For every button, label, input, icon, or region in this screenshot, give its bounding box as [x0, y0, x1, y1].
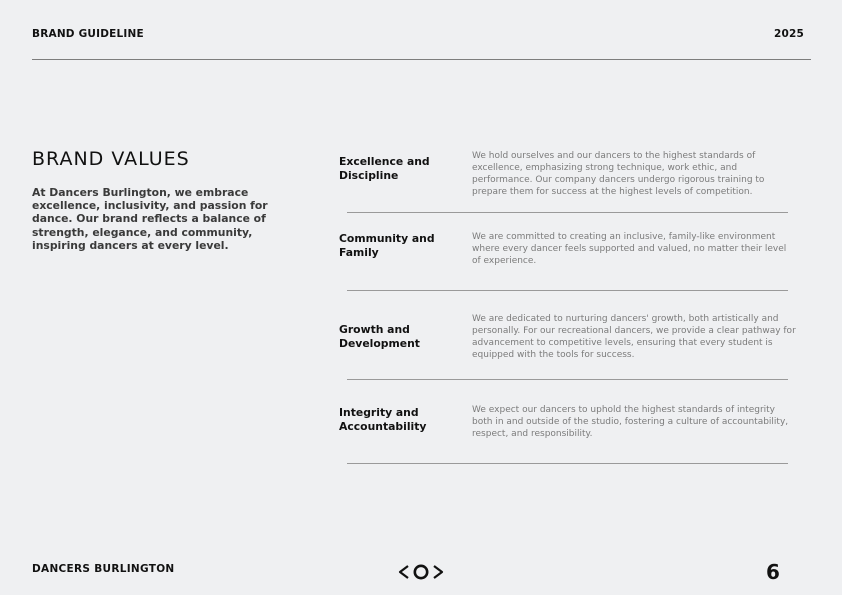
value-divider	[347, 212, 788, 213]
value-divider	[347, 379, 788, 380]
dancers-burlington-logo-icon	[397, 562, 445, 582]
section-intro: At Dancers Burlington, we embrace excellence, inclusivity, and passion for dance. Our brand reflects a balance of strength, elegance, and community, inspiring dancers at every level.	[32, 186, 268, 252]
footer-brand-name: DANCERS BURLINGTON	[32, 563, 175, 575]
header-year: 2025	[773, 28, 804, 40]
value-title-excellence: Excellence and Discipline	[339, 155, 430, 182]
header-title: BRAND GUIDELINE	[32, 28, 144, 40]
value-title-community: Community and Family	[339, 232, 435, 259]
value-divider	[347, 290, 788, 291]
value-divider	[347, 463, 788, 464]
section-title: BRAND VALUES	[32, 148, 190, 170]
page-number: 6	[766, 560, 780, 584]
header-divider	[32, 59, 811, 60]
value-title-growth: Growth and Development	[339, 323, 420, 350]
value-description-growth: We are dedicated to nurturing dancers' growth, both artistically and personally. For our recreational dancers, we provide a clear pathway for advancement to competitive levels, ensuring that every student is equipped with the tools for success.	[472, 314, 796, 360]
value-title-integrity: Integrity and Accountability	[339, 406, 427, 433]
value-description-integrity: We expect our dancers to uphold the highest standards of integrity both in and outside of the studio, fostering a culture of accountability, respect, and responsibility.	[472, 405, 789, 439]
value-description-community: We are committed to creating an inclusive, family-like environment where every dancer feels supported and valued, no matter their level of experience.	[472, 232, 787, 266]
value-description-excellence: We hold ourselves and our dancers to the highest standards of excellence, emphasizing strong technique, work ethic, and performance. Our company dancers undergo rigorous training to prepare them for success at the highest levels of competition.	[472, 151, 765, 197]
